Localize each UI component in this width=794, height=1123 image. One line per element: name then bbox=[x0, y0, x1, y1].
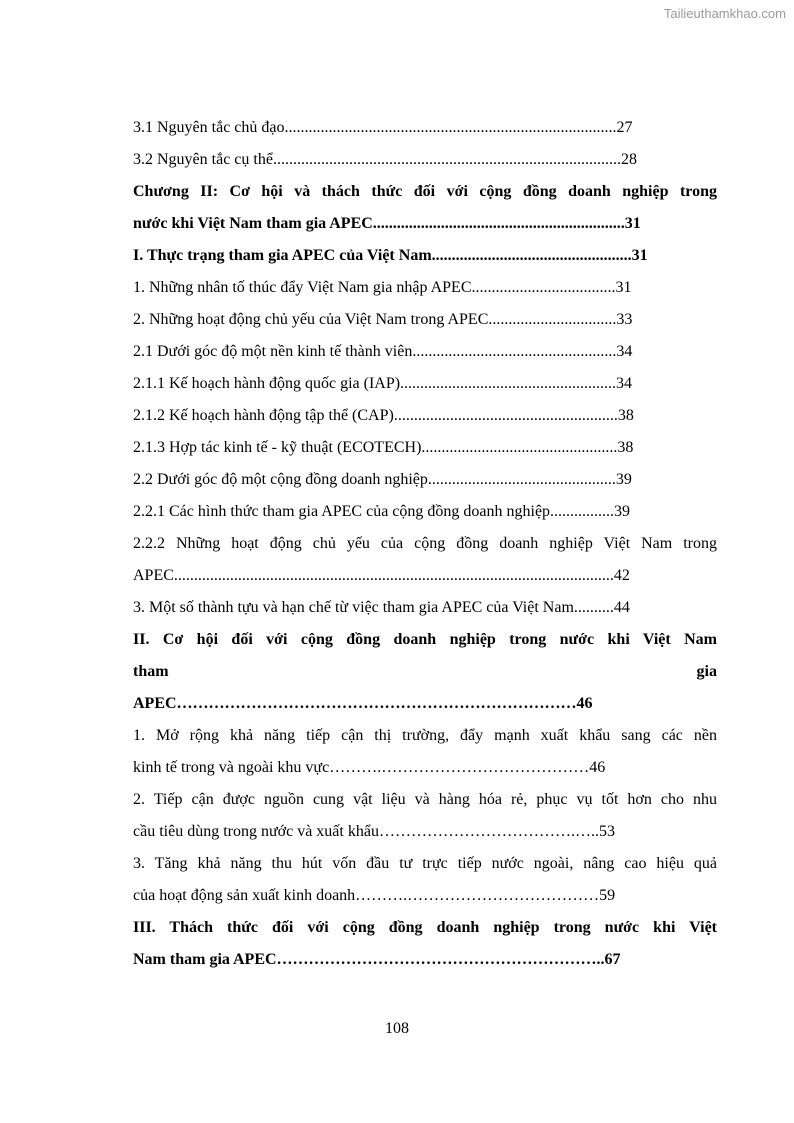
toc-entry: nước khi Việt Nam tham gia APEC...............................................................31 bbox=[133, 215, 641, 232]
toc-entry: 1. Những nhân tố thúc đẩy Việt Nam gia nhập APEC....................................31 bbox=[133, 279, 632, 296]
toc-entry: 2.2.1 Các hình thức tham gia APEC của cộng đồng doanh nghiệp................39 bbox=[133, 503, 631, 520]
toc-entry: 3. Tăng khả năng thu hút vốn đầu tư trực tiếp nước ngoài, nâng cao hiệu quả bbox=[133, 855, 717, 872]
toc-entry: I. Thực trạng tham gia APEC của Việt Nam..................................................31 bbox=[133, 247, 648, 264]
page-number: 108 bbox=[385, 1020, 409, 1037]
toc-entry: II. Cơ hội đối với cộng đồng doanh nghiệp trong nước khi Việt Nam bbox=[133, 631, 717, 648]
toc-entry: Chương II: Cơ hội và thách thức đối với cộng đồng doanh nghiệp trong bbox=[133, 183, 717, 200]
toc-entry: 2.1.3 Hợp tác kinh tế - kỹ thuật (ECOTECH).................................................38 bbox=[133, 439, 634, 456]
toc-entry: 1. Mở rộng khả năng tiếp cận thị trường, đẩy mạnh xuất khẩu sang các nền bbox=[133, 727, 717, 744]
toc-entry: cầu tiêu dùng trong nước và xuất khẩu……………………………….…..53 bbox=[133, 823, 615, 840]
toc-entry: 2. Tiếp cận được nguồn cung vật liệu và hàng hóa rẻ, phục vụ tốt hơn cho nhu bbox=[133, 791, 717, 808]
toc-entry: 3. Một số thành tựu và hạn chế từ việc tham gia APEC của Việt Nam..........44 bbox=[133, 599, 630, 616]
toc-entry: III. Thách thức đối với cộng đồng doanh nghiệp trong nước khi Việt bbox=[133, 919, 717, 936]
toc-entry: của hoạt động sản xuất kinh doanh……….………………………………59 bbox=[133, 887, 616, 904]
toc-entry: APEC…………………………………………………………………46 bbox=[133, 695, 593, 712]
toc-entry: 2. Những hoạt động chủ yếu của Việt Nam trong APEC................................33 bbox=[133, 311, 633, 328]
toc-entry: 2.1.1 Kế hoạch hành động quốc gia (IAP)......................................................34 bbox=[133, 375, 633, 392]
toc-entry: kinh tế trong và ngoài khu vực……….…………………………………46 bbox=[133, 759, 606, 776]
toc-entry: 3.1 Nguyên tắc chủ đạo...................................................................................27 bbox=[133, 119, 633, 136]
toc-entry: 2.2.2 Những hoạt động chủ yếu của cộng đồng doanh nghiệp Việt Nam trong bbox=[133, 535, 717, 552]
toc-entry: 2.2 Dưới góc độ một cộng đồng doanh nghiệp...............................................39 bbox=[133, 471, 632, 488]
watermark: Tailieuthamkhao.com bbox=[663, 6, 786, 21]
toc-entry: 2.1.2 Kế hoạch hành động tập thể (CAP)........................................................38 bbox=[133, 407, 634, 424]
toc-entry: Nam tham gia APEC……………………………………………………..67 bbox=[133, 951, 621, 968]
toc-entry: 2.1 Dưới góc độ một nền kinh tế thành viên...................................................34 bbox=[133, 343, 633, 360]
toc-entry: 3.2 Nguyên tắc cụ thể.......................................................................................28 bbox=[133, 151, 637, 168]
toc-entry: APEC..............................................................................................................42 bbox=[133, 567, 630, 584]
toc-entry: tham gia bbox=[133, 663, 717, 680]
